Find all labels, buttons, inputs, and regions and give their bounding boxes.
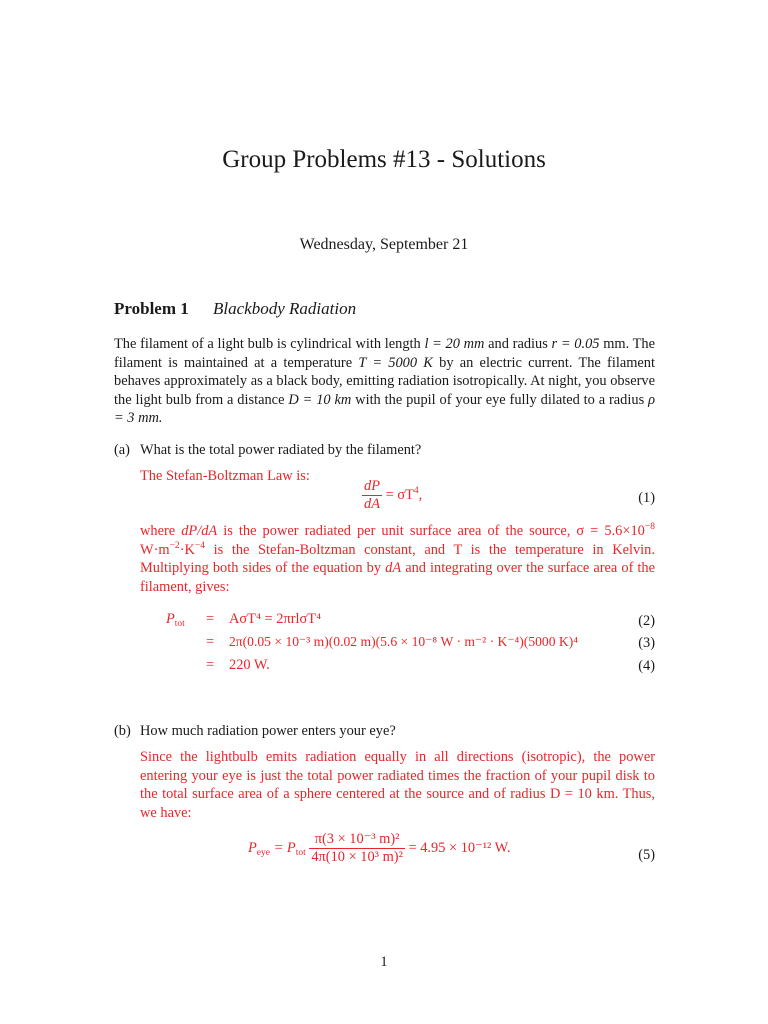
p-symbol: P (248, 839, 257, 856)
document-date: Wednesday, September 21 (299, 236, 469, 253)
eq1-fraction (362, 478, 382, 513)
part-a-explanation (140, 522, 655, 596)
p-symbol: P (166, 611, 175, 627)
eq1-rhs: = σT (385, 486, 414, 503)
equation-3: 2π(0.05 × 10⁻³ m)(0.02 m)(5.6 × 10⁻⁸ W · m⁻² · K⁻⁴)(5000 K)⁴ (229, 634, 578, 649)
answer-text: entering your eye is just the total power radiated times the fraction of your pupil (140, 767, 612, 784)
part-b-question (114, 723, 396, 740)
problem-topic: Blackbody Radiation (213, 299, 357, 318)
equation-2: AσT⁴ = 2πrlσT⁴ (229, 611, 322, 627)
intro-text: mm. The filament is maintained at a temperature (114, 336, 655, 371)
intro-text: your eye fully dilated to a radius (455, 391, 645, 408)
expl-exponent: −8 (644, 522, 655, 532)
eq3-relation: = (206, 634, 215, 650)
expl-text: W·m (140, 541, 170, 558)
intro-text: The filament behaves approximately as a black body, emitting radiation isotropically. (114, 354, 655, 390)
part-b-question-text: How much radiation power enters your eye? (140, 723, 396, 739)
part-a-question (114, 442, 421, 459)
equation-number-3: (3) (638, 635, 655, 651)
problem-heading (114, 299, 356, 319)
intro-text: by an electric current. (439, 354, 573, 371)
p-subscript: tot (295, 847, 306, 858)
temperature-value: T = 5000 K (358, 354, 433, 371)
eq1-numerator: dP (364, 478, 380, 494)
equation-5 (248, 831, 511, 866)
intro-text: and radius (488, 336, 548, 352)
p-subscript: tot (174, 619, 185, 629)
length-value: l = 20 mm (424, 336, 485, 352)
expl-symbol: dA (385, 560, 402, 577)
equation-1 (362, 478, 422, 513)
equation-number-1: (1) (638, 490, 655, 506)
eq5-fraction (309, 831, 405, 866)
radius-value: r = 0.05 (551, 336, 600, 352)
expl-text: ·K (179, 541, 195, 558)
pupil-radius-value: ρ = 3 mm. (114, 391, 655, 427)
document-title: Group Problems #13 - Solutions (222, 146, 546, 173)
expl-text: is the Stefan-Boltzman constant, and T is the temperature (204, 541, 584, 558)
page-number: 1 (380, 954, 388, 970)
p-subscript: eye (256, 847, 270, 858)
answer-text: disk to the total surface area of a sphere centered at the source and of radius (140, 767, 655, 803)
distance-value: D = 10 km (288, 391, 352, 408)
eq5-denominator: 4π(10 × 10³ m)² (311, 849, 403, 865)
answer-text: Since the lightbulb emits radiation equally in all directions (isotropic), the power (140, 749, 655, 765)
eq5-rhs: = 4.95 × 10⁻¹² W. (408, 839, 511, 856)
problem-number: Problem 1 (114, 299, 189, 318)
eq5-numerator: π(3 × 10⁻³ m)² (314, 831, 400, 847)
problem-statement (114, 335, 655, 428)
expl-text: where (140, 523, 176, 539)
part-a-answer-intro: The Stefan-Boltzman Law is: (140, 468, 310, 484)
expl-text: in Kelvin. Multiplying both sides of the equation by (140, 541, 655, 577)
expl-text: and integrating over the (405, 560, 544, 577)
equation-4: 220 W. (229, 657, 270, 673)
equation-number-4: (4) (638, 658, 655, 674)
equation-number-2: (2) (638, 613, 655, 629)
eq1-exponent: 4 (413, 485, 419, 496)
eq2-lhs (166, 611, 185, 628)
part-a-question-text: What is the total power radiated by the filament? (140, 442, 422, 458)
expl-exponent: −4 (194, 540, 205, 551)
eq4-relation: = (206, 657, 215, 673)
part-b-answer (140, 748, 655, 822)
expl-text: 5.6×10 (604, 523, 645, 539)
intro-text: with the pupil of (355, 391, 452, 408)
part-a-label: (a) (114, 442, 130, 458)
part-b-label: (b) (114, 723, 131, 739)
intro-text: The filament of a light bulb is cylindrical with length (114, 336, 421, 352)
p-symbol: = P (269, 839, 296, 856)
expl-text: surface area of the filament, gives: (140, 560, 656, 595)
intro-text: At night, you observe the light bulb from a distance (114, 373, 655, 408)
eq1-tail: , (418, 486, 423, 503)
answer-text: D = 10 km. Thus, we have: (140, 786, 655, 821)
eq1-denominator: dA (364, 496, 380, 512)
expl-text: is the power radiated per unit surface area of the source, σ = (223, 523, 599, 539)
expl-symbol: dP/dA (181, 523, 218, 539)
equation-number-5: (5) (638, 847, 655, 863)
eq2-relation: = (206, 611, 215, 627)
expl-exponent: −2 (169, 540, 180, 551)
